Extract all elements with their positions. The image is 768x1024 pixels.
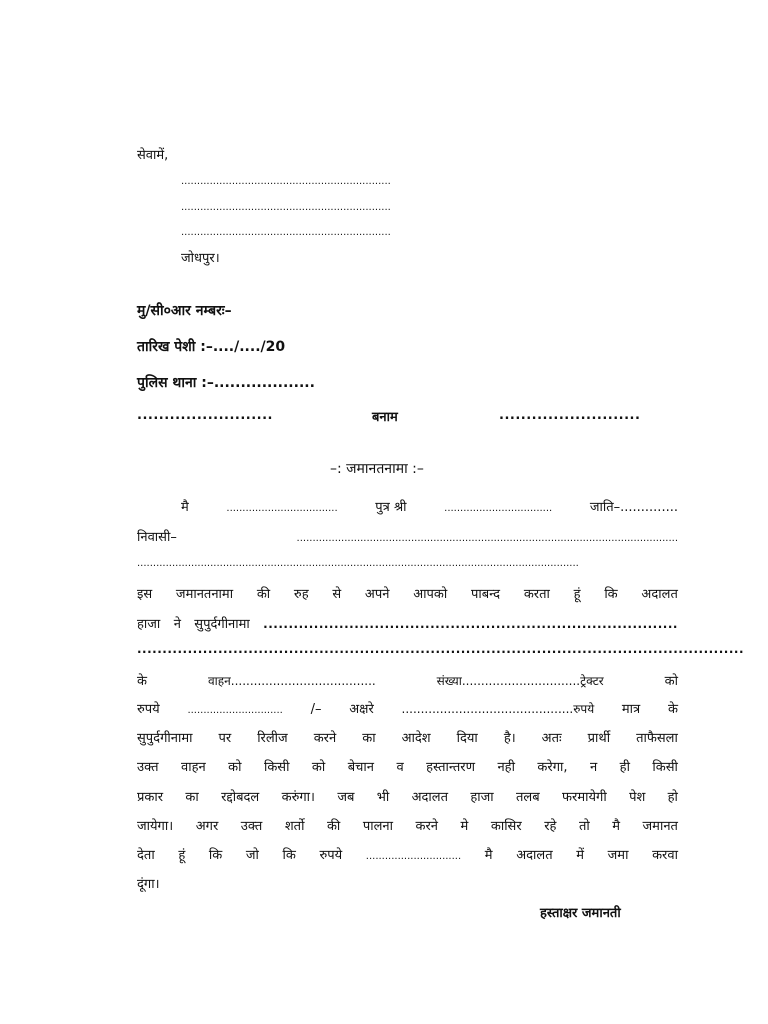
address-city: जोधपुर।	[181, 251, 220, 266]
body-line-11: प्रकार का रद्दोबदल करुंगा। जब भी अदालत हाजा तलब फरमायेगी पेश हो	[137, 790, 678, 805]
body-line-4: इस जमानतनामा की रुह से अपने आपको पाबन्द करता हूं कि अदालत	[137, 587, 678, 602]
body-line-12: जायेगा। अगर उक्त शर्तो की पालना करने मे कासिर रहे तो मै जमानत	[137, 819, 678, 834]
document-title: –: जमानतनामा :–	[330, 461, 424, 477]
versus-label: बनाम	[372, 410, 398, 425]
body-line-2: निवासी– ........................................................................................................................	[137, 530, 678, 545]
address-line-1: ..................................................................	[181, 176, 391, 187]
address-line-3: ..................................................................	[181, 227, 391, 238]
body-line-13: देता हूं कि जो कि रुपये .............................. मै अदालत में जमा करवा	[137, 848, 678, 863]
body-line-1: मै ................................... पुत्र श्री .................................. जाति–..............	[181, 500, 678, 515]
body-line-10: उक्त वाहन को किसी को बेचान व हस्तान्तरण नही करेगा, न ही किसी	[137, 760, 678, 775]
address-line-2: ..................................................................	[181, 202, 391, 213]
body-line-14: दूंगा।	[137, 877, 160, 892]
salutation: सेवामें,	[137, 148, 169, 163]
surety-signature-label: हस्ताक्षर जमानती	[540, 906, 621, 921]
body-line-3: ...........................................................................................................................................	[137, 558, 579, 569]
party-left-blank: .........................	[137, 408, 273, 423]
body-line-7: के वाहन...................................... संख्या...............................ट्रेक्टर को	[137, 674, 678, 689]
body-line-8: रुपये .............................. /– अक्षरे .............................................रुपये मात्र के	[137, 702, 678, 717]
body-line-6: ........................................................................................................................	[137, 642, 745, 656]
police-station-label: पुलिस थाना :–...................	[137, 375, 315, 391]
fir-number-label: मु/सी०आर नम्बरः–	[137, 303, 232, 319]
body-line-9: सुपुर्दगीनामा पर रिलीज करने का आदेश दिया है। अतः प्रार्थी ताफैसला	[137, 731, 678, 746]
party-right-blank: ..........................	[499, 408, 641, 423]
body-line-5: हाजा ने सुपुर्दगीनामा ..................................................................................	[137, 617, 678, 632]
hearing-date-label: तारिख पेशी :–..../..../20	[137, 339, 286, 355]
